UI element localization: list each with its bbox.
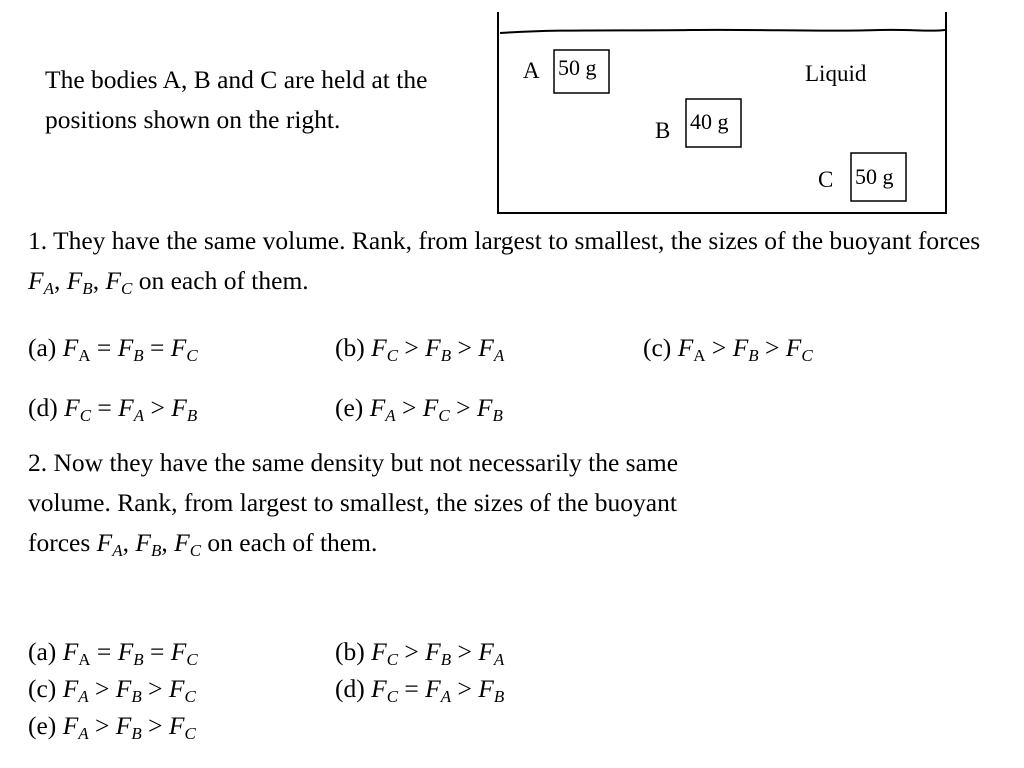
liquid-container-diagram (0, 0, 1024, 220)
body-c-label: C (818, 167, 834, 192)
q1-option-d[interactable]: (d) $F_C = F_A > F_B$ (28, 393, 198, 425)
body-b-mass: 40 g (690, 109, 729, 134)
body-a-label: A (523, 58, 540, 83)
intro-text: The bodies A, B and C are held at the positions shown on the right. (45, 65, 428, 134)
q2-option-c[interactable]: (c) $F_A > F_B > F_C$ (28, 674, 196, 706)
q2-option-a[interactable]: (a) $F_A = F_B = F_C$ (28, 637, 198, 669)
q2-option-b[interactable]: (b) $F_C > F_B > F_A$ (335, 637, 505, 669)
body-b-label: B (655, 118, 671, 143)
option-label: (d) (335, 674, 365, 703)
option-label: (d) (28, 393, 58, 422)
option-label: (a) (28, 333, 57, 362)
q1-option-c[interactable]: (c) $F_A > F_B > F_C$ (643, 333, 813, 365)
option-label: (c) (643, 333, 672, 362)
liquid-label: Liquid (805, 61, 867, 86)
q2-option-d[interactable]: (d) $F_C = F_A > F_B$ (335, 674, 505, 706)
q2-option-e[interactable]: (e) $F_A > F_B > F_C$ (28, 711, 196, 743)
q1-option-e[interactable]: (e) $F_A > F_C > F_B$ (335, 393, 503, 425)
question-1-text-end: on each of them. (132, 266, 309, 295)
body-c-mass: 50 g (855, 164, 894, 189)
question-1: 1. They have the same volume. Rank, from largest to smallest, the sizes of the buoyant forces $F_A$, $F_B$, $F_C$ on each of them. (28, 226, 981, 298)
q1-option-b[interactable]: (b) $F_C > F_B > F_A$ (335, 333, 505, 365)
liquid-surface (500, 30, 945, 33)
q1-option-a[interactable]: (a) $F_A = F_B = F_C$ (28, 333, 198, 365)
question-2-text-end: on each of them. (201, 528, 378, 557)
option-label: (e) (28, 711, 57, 740)
option-label: (b) (335, 333, 365, 362)
option-label: (e) (335, 393, 364, 422)
option-label: (c) (28, 674, 57, 703)
question-2: 2. Now they have the same density but not necessarily the same volume. Rank, from largest to smallest, the sizes of the buoyant forces $F_A$, $F_B$, $F_C$ on each of them. (28, 448, 679, 560)
option-label: (a) (28, 637, 57, 666)
body-a-mass: 50 g (558, 55, 597, 80)
question-2-text: 2. Now they have the same density but not necessarily the same volume. Rank, from largest to smallest, the sizes of the buoyant forces (28, 448, 679, 557)
question-1-text: 1. They have the same volume. Rank, from largest to smallest, the sizes of the buoyant forces (28, 226, 981, 255)
option-label: (b) (335, 637, 365, 666)
